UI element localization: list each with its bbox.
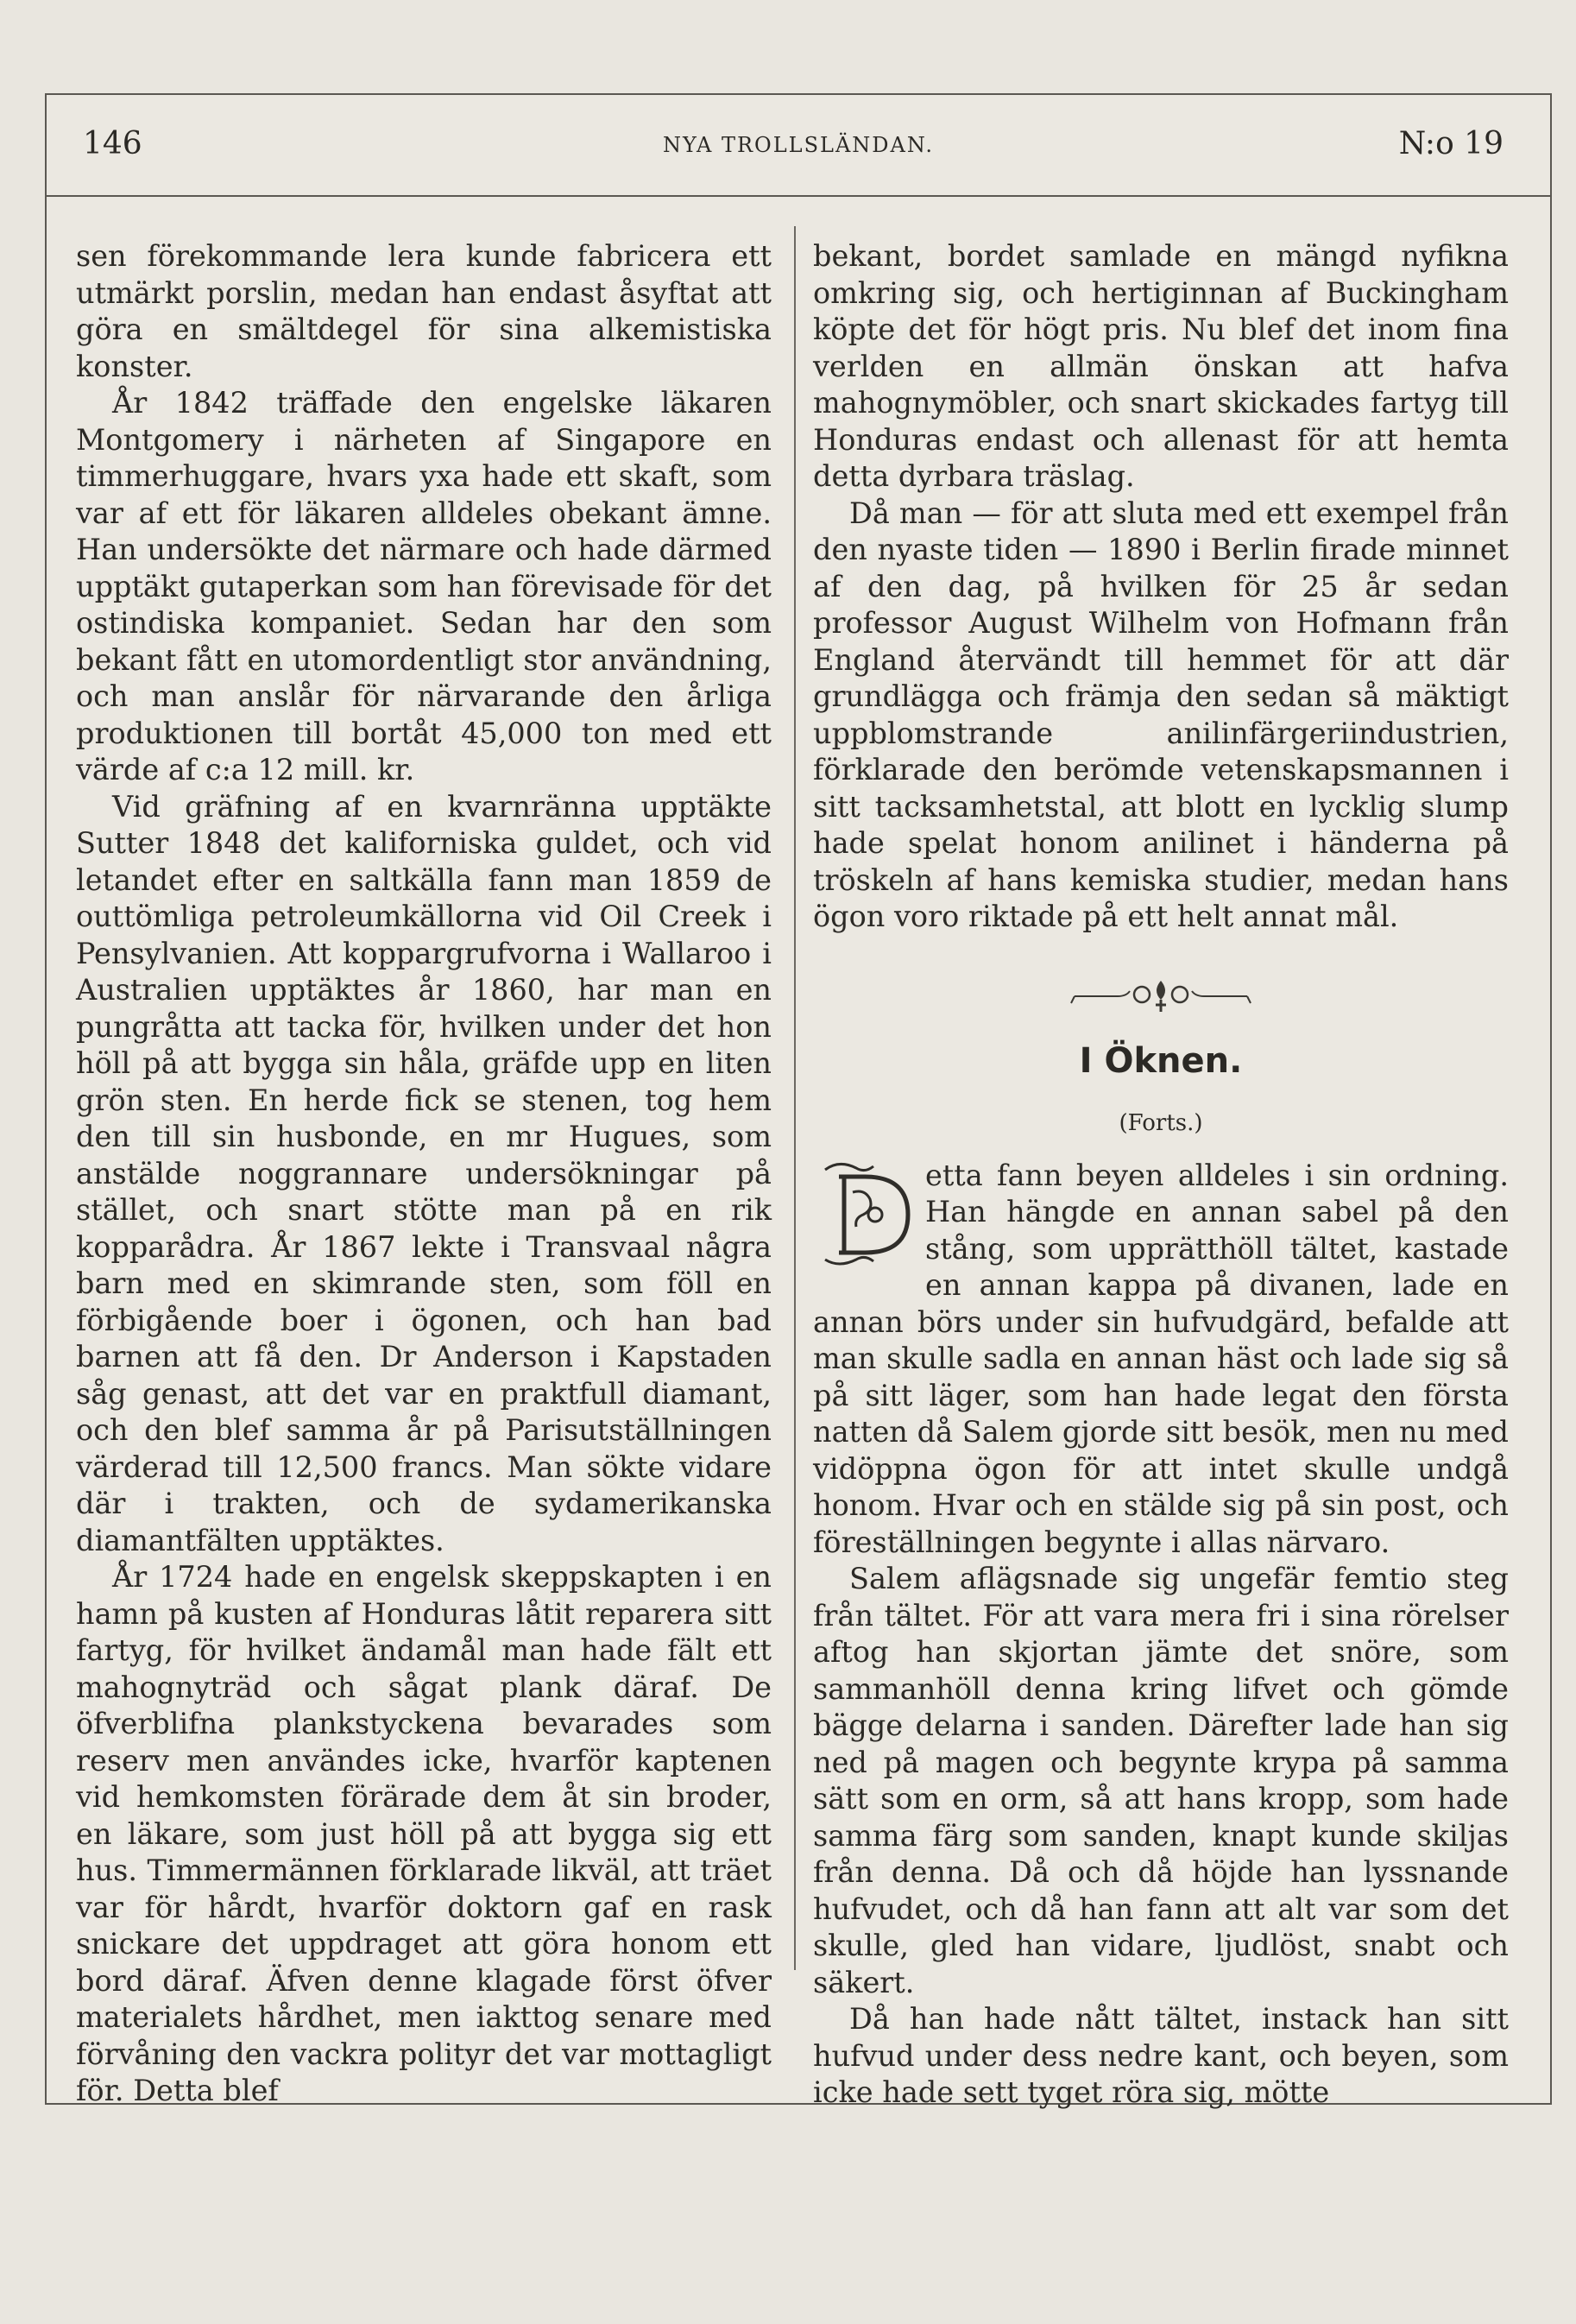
ornament-divider xyxy=(813,974,1509,1017)
page-number: 146 xyxy=(83,126,142,161)
paragraph: Då han hade nått tältet, instack han sitt hufvud under dess nedre kant, och beyen, som icke hade sett tyget röra sig, mötte xyxy=(813,2002,1509,2109)
page xyxy=(45,93,1552,2109)
paragraph: sen förekommande lera kunde fabricera ett utmärkt porslin, medan han endast åsyftat att göra en smältdegel för sina alkemistiska konster. xyxy=(76,239,772,383)
issue-number: N:o 19 xyxy=(1398,126,1504,161)
dropcap-ornament-icon xyxy=(813,1158,917,1268)
paragraph: År 1724 hade en engelsk skeppskapten i en hamn på kusten af Honduras låtit reparera sitt fartyg, för hvilket ändamål man hade fält ett mahognyträd och sågat plank däraf. De öfverblifna plankstyckena bevarades som reserv men användes icke, hvarför kaptenen vid hemkomsten förärade dem åt sin broder, en läkare, som just höll på att bygga sig ett hus. Timmermännen förklarade likväl, att träet var för hårdt, hvarför doktorn gaf en rask snickare det uppdraget att göra honom ett bord däraf. Äfven denne klagade först öfver materialets hårdhet, men iakttog senare med förvåning den vackra polityr det var mottagligt för. Detta blef xyxy=(76,1560,772,2107)
ornament-icon xyxy=(1066,974,1256,1017)
section-note: (Forts.) xyxy=(1119,1110,1203,1136)
journal-title: NYA TROLLSLÄNDAN. xyxy=(663,133,934,157)
column-divider xyxy=(794,226,796,1970)
paragraph: bekant, bordet samlade en mängd nyfikna omkring sig, och hertiginnan af Buckingham köpte det för högt pris. Nu blef det inom fina verlden en allmän önskan att hafva mahognymöbler, och snart skickades fartyg till Honduras endast och allenast för att hemta detta dyrbara träslag. xyxy=(813,239,1509,493)
paragraph: Salem aflägsnade sig ungefär femtio steg från tältet. För att vara mera fri i sina rörelser aftog han skjortan jämte det snöre, som sammanhöll denna kring lifvet och gömde bägge delarna i sanden. Därefter lade han sig ned på magen och begynte krypa på samma sätt som en orm, så att hans kropp, som hade samma färg som sanden, knapt kunde skiljas från denna. Då och då höjde han lyssnande hufvudet, och då han fann att alt var som det skulle, gled han vidare, ljudlöst, snabt och säkert. xyxy=(813,1562,1509,1999)
right-column xyxy=(813,238,1509,2112)
page-header xyxy=(47,95,1550,197)
story-opening xyxy=(813,1158,1509,1562)
paragraph: Vid gräfning af en kvarnränna upptäkte Sutter 1848 det kaliforniska guldet, och vid letandet efter en saltkälla fann man 1859 de outtömliga petroleumkällorna vid Oil Creek i Pensylvanien. Att koppargrufvorna i Wallaroo i Australien upptäktes år 1860, har man en pungråtta att tacka för, hvilken under det hon höll på att bygga sin håla, gräfde upp en liten grön sten. En herde fick se stenen, tog hem den till sin husbonde, en mr Hugues, som anstälde noggrannare undersökningar på stället, och snart stötte man på en rik kopparådra. År 1867 lekte i Transvaal några barn med en skimrande sten, som föll en förbigående boer i ögonen, och han bad barnen att få den. Dr Anderson i Kapstaden såg genast, att det var en praktfull diamant, och den blef samma år på Parisutställningen värderad till 12,500 francs. Man sökte vidare där i trakten, och de sydamerikanska diamantfälten upptäktes. xyxy=(76,789,772,1557)
paragraph: År 1842 träffade den engelske läkaren Montgomery i närheten af Singapore en timmerhuggare, hvars yxa hade ett skaft, som var af ett för läkaren alldeles obekant ämne. Han undersökte det närmare och hade därmed upptäkt gutaperkan som han förevisade för det ostindiska kompaniet. Sedan har den som bekant fått en utomordentligt stor användning, och man anslår för närvarande den årliga produktionen till bortåt 45,000 ton med ett värde af c:a 12 mill. kr. xyxy=(76,386,772,786)
left-column xyxy=(76,238,772,2110)
dropcap xyxy=(813,1158,917,1268)
paragraph: etta fann beyen alldeles i sin ordning. Han hängde en annan sabel på den stång, som upprätthöll tältet, kastade en annan kappa på divanen, lade en annan börs under sin hufvudgärd, befalde att man skulle sadla en annan häst och lade sig så på sitt läger, som han hade legat den första natten då Salem gjorde sitt besök, men nu med vidöppna ögon för att intet skulle undgå honom. Hvar och en stälde sig på sin post, och föreställningen begynte i allas närvaro. xyxy=(813,1158,1509,1559)
paragraph: Då man — för att sluta med ett exempel från den nyaste tiden — 1890 i Berlin firade minnet af den dag, på hvilken för 25 år sedan professor August Wilhelm von Hofmann från England återvändt till hemmet för att där grundlägga och främja den sedan så mäktigt uppblomstrande anilinfärgeriindustrien, förklarade den berömde vetenskapsmannen i sitt tacksamhetstal, att blott en lycklig slump hade spelat honom anilinet i händerna på tröskeln af hans kemiska studier, medan hans ögon voro riktade på ett helt annat mål. xyxy=(813,496,1509,933)
section-title: I Öknen. xyxy=(1079,1040,1243,1081)
